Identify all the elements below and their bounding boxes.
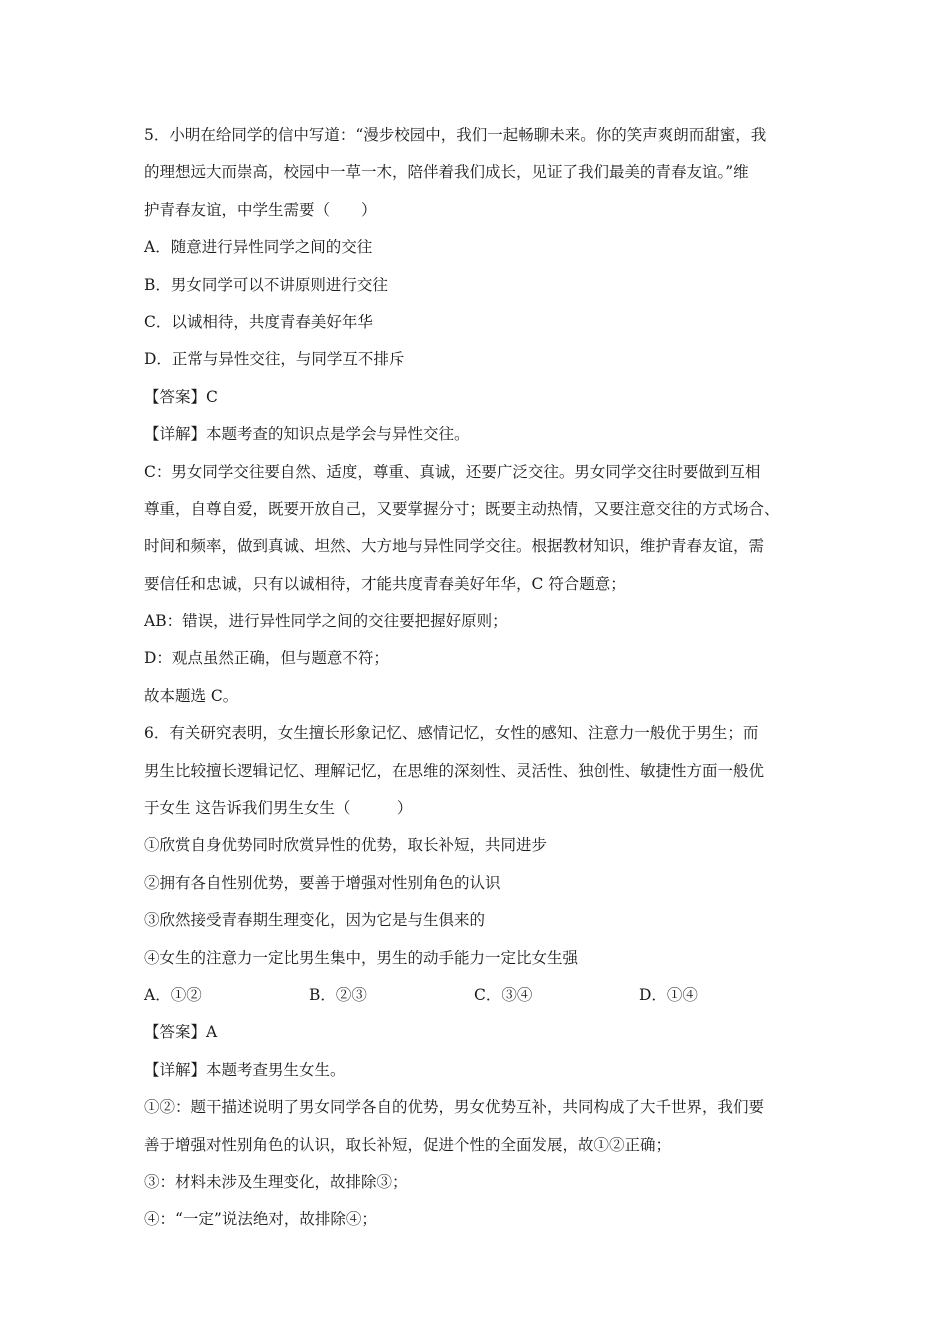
question-stem-line: 护青春友谊，中学生需要（ ） [144,200,377,219]
options-row [144,977,816,1014]
question-stem-line: 5．小明在给同学的信中写道：“漫步校园中，我们一起畅聊未来。你的笑声爽朗而甜蜜，我 [144,126,767,144]
explanation-line: AB：错误，进行异性同学之间的交往要把握好原则； [144,612,508,631]
statement-4: ④女生的注意力一定比男生集中，男生的动手能力一定比女生强 [144,948,579,967]
option-d: D．①④ [639,985,698,1004]
option-a: A．①② [144,985,202,1004]
explanation-line: C：男女同学交往要自然、适度，尊重、真诚，还要广泛交往。男女同学交往时要做到互相 [144,462,761,481]
option-b: B．男女同学可以不讲原则进行交往 [144,275,388,294]
explanation-line: ①②：题干描述说明了男女同学各自的优势，男女优势互补，共同构成了大千世界，我们要 [144,1098,765,1117]
question-stem-line: 于女生 这告诉我们男生女生（ ） [144,799,413,818]
question-stem-line: 的理想远大而崇高，校园中一草一木，陪伴着我们成长，见证了我们最美的青春友谊。”维 [144,163,749,182]
option-b: B．②③ [309,985,367,1004]
explanation-conclusion: 故本题选 C。 [144,686,239,705]
question-6 [144,715,816,1238]
option-c: C．③④ [474,985,533,1004]
explanation-line: 要信任和忠诚，只有以诚相待，才能共度青春美好年华，C 符合题意； [144,574,626,593]
explanation-title: 【详解】本题考查男生女生。 [144,1060,346,1079]
explanation-line: 时间和频率，做到真诚、坦然、大方地与异性同学交往。根据教材知识，维护青春友谊，需 [144,537,765,556]
statement-1: ①欣赏自身优势同时欣赏异性的优势，取长补短，共同进步 [144,836,548,855]
explanation-line: 尊重，自尊自爱，既要开放自己，又要掌握分寸；既要主动热情，又要注意交往的方式场合、 [144,499,780,518]
answer-label: 【答案】C [144,387,218,406]
explanation-line: D：观点虽然正确，但与题意不符； [144,649,389,668]
option-d: D．正常与异性交往，与同学互不排斥 [144,350,405,369]
explanation-line: ④：“一定”说法绝对，故排除④； [144,1210,377,1229]
question-stem-line: 6．有关研究表明，女生擅长形象记忆、感情记忆，女性的感知、注意力一般优于男生；而 [144,724,759,743]
statement-3: ③欣然接受青春期生理变化，因为它是与生俱来的 [144,911,486,930]
explanation-title: 【详解】本题考查的知识点是学会与异性交往。 [144,425,470,444]
question-stem-line: 男生比较擅长逻辑记忆、理解记忆，在思维的深刻性、灵活性、独创性、敏捷性方面一般优 [144,761,765,780]
statement-2: ②拥有各自性别优势，要善于增强对性别角色的认识 [144,873,501,892]
question-5 [144,117,816,715]
explanation-line: ③：材料未涉及生理变化，故排除③； [144,1172,408,1191]
option-a: A．随意进行异性同学之间的交往 [144,238,373,257]
explanation-line: 善于增强对性别角色的认识，取长补短，促进个性的全面发展，故①②正确； [144,1135,672,1154]
option-c: C．以诚相待，共度青春美好年华 [144,312,373,331]
document-page [144,117,816,1239]
answer-label: 【答案】A [144,1023,218,1042]
